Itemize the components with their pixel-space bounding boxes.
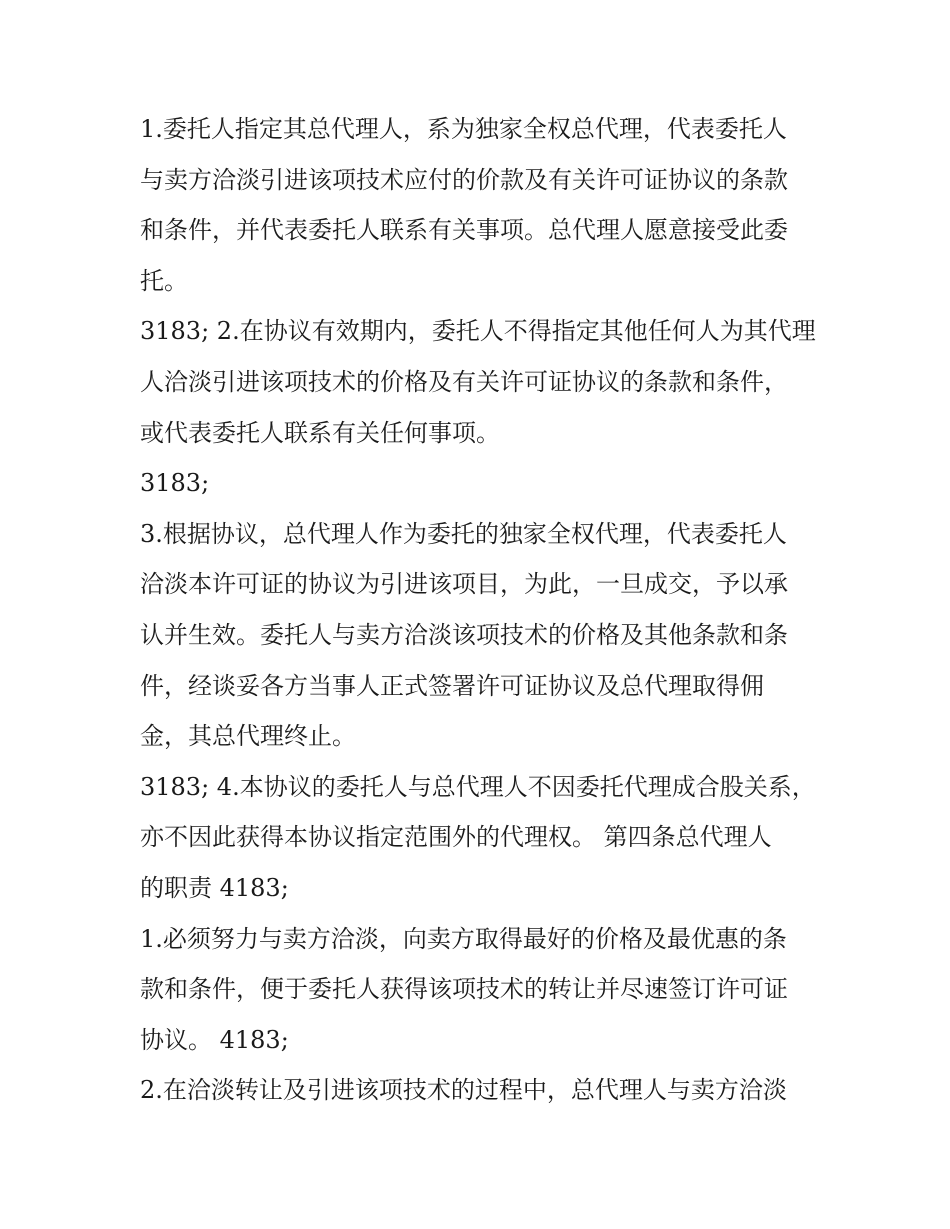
- text-line: 和条件，并代表委托人联系有关事项。总代理人愿意接受此委: [140, 216, 788, 245]
- text-line: 3183; 4.本协议的委托人与总代理人不因委托代理成合股关系，: [140, 772, 816, 801]
- text-line: 的职责 4183;: [140, 873, 289, 902]
- text-line: 洽淡本许可证的协议为引进该项目，为此，一旦成交，予以承: [140, 570, 788, 599]
- text-line: 3183;: [140, 469, 210, 498]
- text-line: 1.必须努力与卖方洽淡，向卖方取得最好的价格及最优惠的条: [140, 924, 787, 953]
- document-body: [140, 104, 820, 1116]
- text-line: 3.根据协议，总代理人作为委托的独家全权代理，代表委托人: [140, 519, 787, 548]
- text-line: 认并生效。委托人与卖方洽淡该项技术的价格及其他条款和条: [140, 620, 788, 649]
- text-line: 2.在洽淡转让及引进该项技术的过程中，总代理人与卖方洽淡: [140, 1076, 787, 1105]
- text-line: 人洽淡引进该项技术的价格及有关许可证协议的条款和条件，: [140, 367, 788, 396]
- text-line: 款和条件，便于委托人获得该项技术的转让并尽速签订许可证: [140, 975, 788, 1004]
- text-line: 1.委托人指定其总代理人，系为独家全权总代理，代表委托人: [140, 115, 787, 143]
- text-line: 或代表委托人联系有关任何事项。: [140, 418, 500, 447]
- text-line: 托。: [140, 266, 188, 295]
- text-line: 亦不因此获得本协议指定范围外的代理权。 第四条总代理人: [140, 823, 772, 852]
- text-line: 件，经谈妥各方当事人正式签署许可证协议及总代理取得佣: [140, 671, 764, 700]
- text-line: 金，其总代理终止。: [140, 722, 356, 751]
- text-line: 与卖方洽淡引进该项技术应付的价款及有关许可证协议的条款: [140, 165, 788, 194]
- text-line: 协议。 4183;: [140, 1025, 289, 1054]
- text-line: 3183; 2.在协议有效期内，委托人不得指定其他任何人为其代理: [140, 317, 816, 346]
